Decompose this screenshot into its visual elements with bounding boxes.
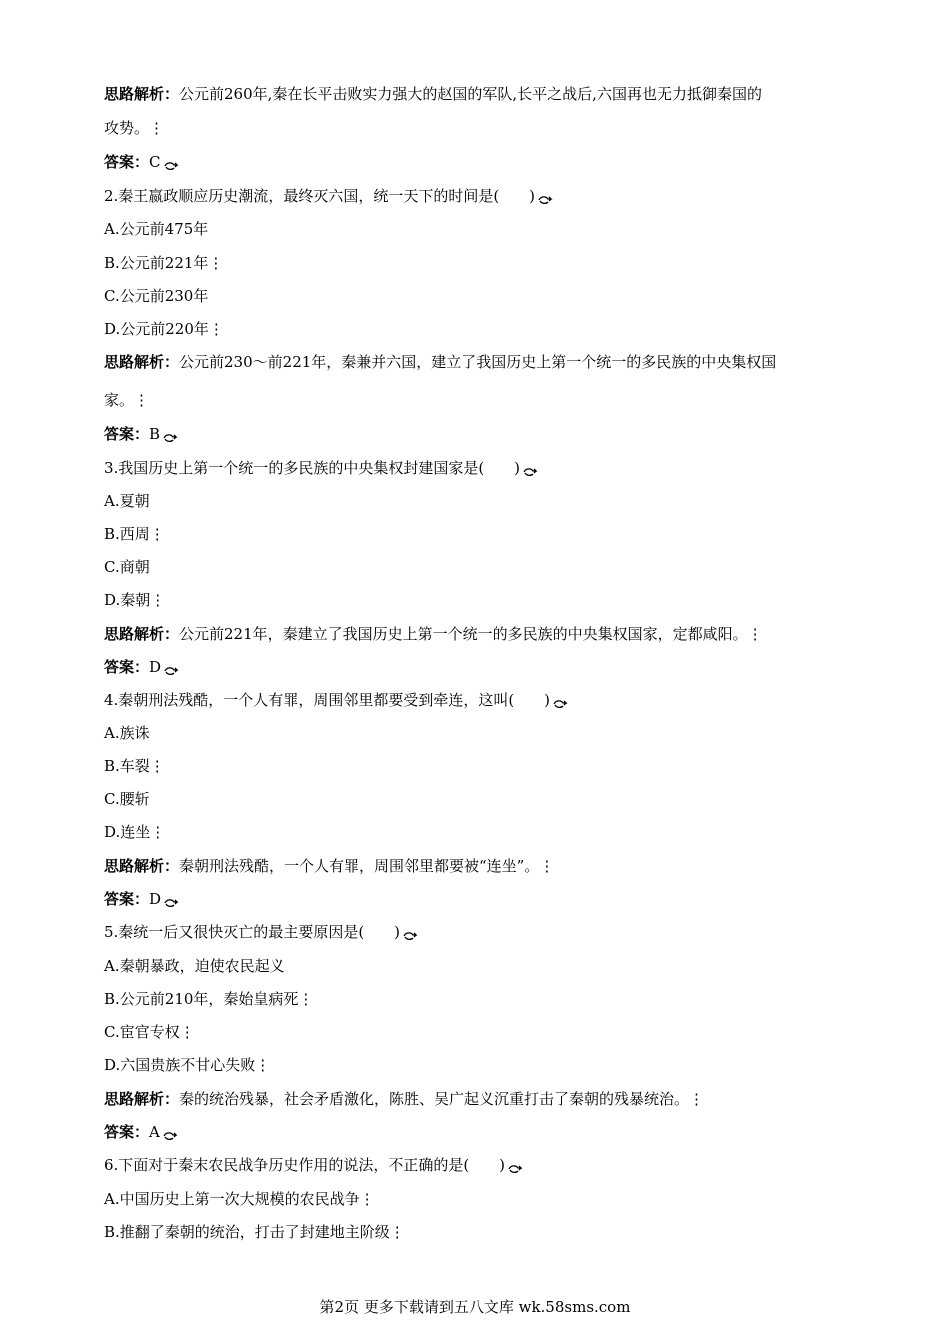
line-text: B.车裂⋮ <box>104 757 165 775</box>
line-text: 2.秦王嬴政顺应历史潮流，最终灭六国，统一天下的时间是( ) <box>104 187 536 205</box>
analysis-line <box>104 1089 864 1109</box>
text-line <box>104 590 864 610</box>
line-text: A.秦朝暴政，迫使农民起义 <box>104 957 285 975</box>
answer-label: 答案： <box>104 425 150 443</box>
line-text: 秦朝刑法残酷，一个人有罪，周围邻里都要被“连坐”。⋮ <box>179 857 555 875</box>
paragraph-mark-icon <box>537 191 553 203</box>
line-text: A <box>149 1123 160 1141</box>
line-text: B.西周⋮ <box>104 525 165 543</box>
analysis-line <box>104 856 864 876</box>
text-line <box>104 1055 864 1075</box>
line-text: C.腰斩 <box>104 790 150 808</box>
paragraph-mark-icon <box>162 1127 178 1139</box>
paragraph-mark-icon <box>507 1160 523 1172</box>
line-text: D <box>149 890 162 908</box>
text-line <box>104 458 864 478</box>
page-footer: 第2页 更多下载请到五八文库 wk.58sms.com <box>319 1298 631 1316</box>
paragraph-mark-icon <box>402 927 418 939</box>
line-text: 秦的统治残暴，社会矛盾激化，陈胜、吴广起义沉重打击了秦朝的残暴统治。⋮ <box>179 1090 705 1108</box>
analysis-label: 思路解析： <box>104 857 180 875</box>
line-text: C.公元前230年 <box>104 287 209 305</box>
analysis-label: 思路解析： <box>104 353 180 371</box>
line-text: D.连坐⋮ <box>104 823 166 841</box>
text-line <box>104 690 864 710</box>
line-text: 公元前260年,秦在长平击败实力强大的赵国的军队,长平之战后,六国再也无力抵御秦国的 <box>179 85 762 103</box>
line-text: 家。⋮ <box>104 391 150 409</box>
line-text: A.夏朝 <box>104 492 150 510</box>
line-text: 4.秦朝刑法残酷，一个人有罪，周围邻里都要受到牵连，这叫( ) <box>104 691 551 709</box>
text-line <box>104 822 864 842</box>
paragraph-mark-icon <box>162 429 178 441</box>
analysis-label: 思路解析： <box>104 625 180 643</box>
paragraph-mark-icon <box>163 157 179 169</box>
analysis-label: 思路解析： <box>104 85 180 103</box>
text-line <box>104 491 864 511</box>
text-line <box>104 723 864 743</box>
text-line <box>104 253 864 273</box>
answer-line <box>104 424 864 444</box>
line-text: B.公元前210年，秦始皇病死⋮ <box>104 990 314 1008</box>
line-text: 公元前230～前221年，秦兼并六国，建立了我国历史上第一个统一的多民族的中央集权国 <box>179 353 777 371</box>
line-text: A.公元前475年 <box>104 220 209 238</box>
analysis-line <box>104 624 864 644</box>
answer-line <box>104 657 864 677</box>
line-text: B.推翻了秦朝的统治，打击了封建地主阶级⋮ <box>104 1223 405 1241</box>
analysis-label: 思路解析： <box>104 1090 180 1108</box>
line-text: B <box>149 425 161 443</box>
answer-line <box>104 1122 864 1142</box>
text-line <box>104 390 864 410</box>
line-text: D.六国贵族不甘心失败⋮ <box>104 1056 271 1074</box>
line-text: C.商朝 <box>104 558 150 576</box>
paragraph-mark-icon <box>552 695 568 707</box>
line-text: D.秦朝⋮ <box>104 591 166 609</box>
line-text: D.公元前220年⋮ <box>104 320 224 338</box>
analysis-line <box>104 352 864 372</box>
line-text: 5.秦统一后又很快灭亡的最主要原因是( ) <box>104 923 401 941</box>
paragraph-mark-icon <box>522 463 538 475</box>
line-text: A.中国历史上第一次大规模的农民战争⋮ <box>104 1190 375 1208</box>
line-text: A.族诛 <box>104 724 150 742</box>
line-text: 公元前221年，秦建立了我国历史上第一个统一的多民族的中央集权国家，定都咸阳。⋮ <box>179 625 763 643</box>
answer-label: 答案： <box>104 890 150 908</box>
line-text: B.公元前221年⋮ <box>104 254 224 272</box>
paragraph-mark-icon <box>163 894 179 906</box>
answer-label: 答案： <box>104 1123 150 1141</box>
text-line <box>104 1189 864 1209</box>
text-line <box>104 789 864 809</box>
text-line <box>104 756 864 776</box>
line-text: C.宦官专权⋮ <box>104 1023 195 1041</box>
line-text: C <box>149 153 161 171</box>
text-line <box>104 186 864 206</box>
text-line <box>104 557 864 577</box>
text-line <box>104 1022 864 1042</box>
answer-line <box>104 152 864 172</box>
text-line <box>104 956 864 976</box>
analysis-line <box>104 84 864 104</box>
paragraph-mark-icon <box>163 662 179 674</box>
text-line <box>104 1155 864 1175</box>
text-line <box>104 524 864 544</box>
line-text: D <box>149 658 162 676</box>
answer-label: 答案： <box>104 658 150 676</box>
line-text: 3.我国历史上第一个统一的多民族的中央集权封建国家是( ) <box>104 459 521 477</box>
text-line <box>104 989 864 1009</box>
answer-label: 答案： <box>104 153 150 171</box>
text-line <box>104 1222 864 1242</box>
text-line <box>104 319 864 339</box>
text-line <box>104 118 864 138</box>
text-line <box>104 922 864 942</box>
line-text: 6.下面对于秦末农民战争历史作用的说法，不正确的是( ) <box>104 1156 506 1174</box>
answer-line <box>104 889 864 909</box>
text-line <box>104 286 864 306</box>
text-line <box>104 219 864 239</box>
line-text: 攻势。⋮ <box>104 119 165 137</box>
